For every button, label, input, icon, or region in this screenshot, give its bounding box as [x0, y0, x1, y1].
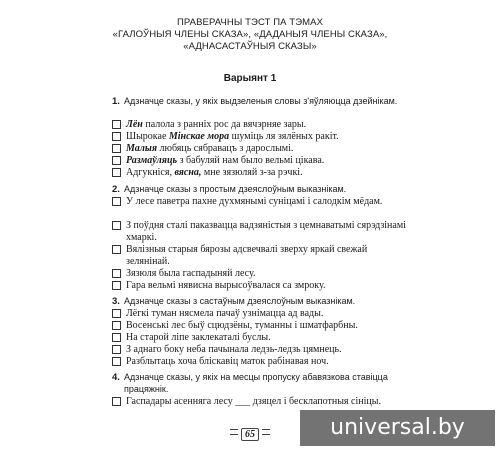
question-text: Адзначце сказы, у якіх выдзеленыя словы з'яўляюцца дзейнікам.: [124, 96, 398, 106]
answer-text: палола з ранніх рос да вячэрняе зары.: [142, 119, 307, 130]
answer-text: Лёгкі туман нясмела пачаў узнімацца ад вады.: [126, 308, 324, 319]
answer-text: любяць сябравацъ з дарослымі.: [156, 143, 294, 154]
highlighted-word: Мінскае мора: [168, 131, 230, 142]
answer-checkbox[interactable]: [112, 168, 121, 177]
answer-checkbox[interactable]: [112, 144, 121, 153]
answer-text: з бабуляй нам было вельмі цікава.: [177, 155, 325, 166]
title-line-3: «АДНАСАСТАЎНЫЯ СКАЗЫ»: [183, 41, 317, 52]
answer-checkbox[interactable]: [112, 221, 121, 230]
answer-checkbox[interactable]: [112, 156, 121, 165]
question-text: Адзначце сказы з простым дзеяслоўным выказнікам.: [124, 184, 347, 194]
answer-checkbox[interactable]: [112, 245, 121, 254]
test-title: [60, 17, 440, 53]
answer-text: З поўдня сталі паказвацца вадзяністыя з цемнаватымі сярэдзінамі хмаркі.: [126, 220, 406, 243]
answer-text: Восенські лес быў сцюдзёны, туманны і шматфарбны.: [126, 320, 358, 331]
answer-checkbox[interactable]: [112, 333, 121, 342]
answer-text: Разблытаць хоча бліскавіц маток рабінавая ноч.: [126, 356, 329, 367]
answer-text: На старой ліпе заклекаталі буслы.: [126, 332, 271, 343]
variant-heading: Варыянт 1: [223, 73, 277, 84]
title-line-1: ПРАВЕРАЧНЫ ТЭСТ ПА ТЭМАХ: [176, 17, 324, 28]
answer-checkbox[interactable]: [112, 345, 121, 354]
answer-text: З аднаго боку неба пачынала ледзь-ледзь цямнець.: [126, 344, 342, 355]
answer-text: мне зязюляй з-за рэчкі.: [201, 167, 303, 178]
ornament-left-icon: [230, 429, 238, 435]
answer-text: Зязюля была гаспадыняй лесу.: [126, 268, 256, 279]
question-number: 1.: [112, 96, 120, 107]
highlighted-word: вясна,: [174, 167, 202, 178]
answer-checkbox[interactable]: [112, 397, 121, 406]
question-text: Адзначце сказы, у якіх на месцы пропуску абавязкова ставіцца працяжнік.: [124, 372, 388, 394]
answer-text: шуміць ля зялёных ракіт.: [229, 131, 339, 142]
answer-checkbox[interactable]: [112, 357, 121, 366]
question-number: 2.: [112, 184, 120, 195]
highlighted-word: Малыя: [126, 143, 157, 154]
answer-text: Адгукніся,: [126, 167, 175, 178]
answer-text: У лесе паветра пахне духмянымі суніцамі і салодкім мёдам.: [126, 196, 383, 207]
question-text: Адзначце сказы з састаўным дзеяслоўным выказнікам.: [124, 296, 356, 306]
answer-checkbox[interactable]: [112, 269, 121, 278]
question-number: 3.: [112, 296, 120, 307]
title-line-2: «ГАЛОЎНЫЯ ЧЛЕНЫ СКАЗА», «ДАДАНЫЯ ЧЛЕНЫ СКАЗА»,: [112, 29, 388, 40]
answer-checkbox[interactable]: [112, 120, 121, 129]
answer-checkbox[interactable]: [112, 309, 121, 318]
answer-checkbox[interactable]: [112, 132, 121, 141]
page-number-value: 65: [241, 428, 259, 441]
watermark: universal.by: [300, 410, 495, 446]
answer-checkbox[interactable]: [112, 281, 121, 290]
ornament-right-icon: [262, 429, 270, 435]
question-number: 4.: [112, 372, 120, 383]
answer-text: Гаспадары асенняга лесу ___ дзяцел і бесклапотныя сініцы.: [126, 396, 381, 407]
highlighted-word: Лён: [126, 119, 143, 130]
answer-text: Вялізныя старыя бярозы адсвечвалі зверху яркай свежай зелянінай.: [126, 244, 368, 267]
page-number: [228, 424, 272, 438]
answer-checkbox[interactable]: [112, 197, 121, 206]
answer-text: Шырокае: [126, 131, 169, 142]
highlighted-word: Размаўляць: [126, 155, 178, 166]
answer-text: Гара вельмі нявисна вырысоўвалася са змроку.: [126, 280, 326, 291]
answer-checkbox[interactable]: [112, 321, 121, 330]
